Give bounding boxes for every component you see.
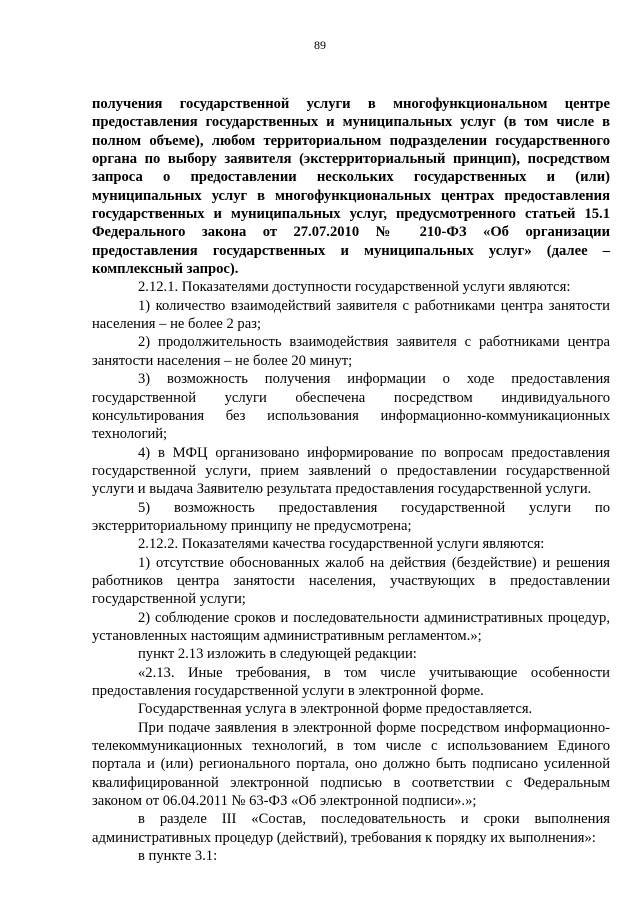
paragraph-11: пункт 2.13 изложить в следующей редакции: bbox=[138, 646, 417, 663]
paragraph-14: При подаче заявления в электронной форме посредством информационно-телекоммуникационных технологий, в том числе с использованием Единого портала и (или) регионального портала, оно должно быть подписано усиленной квалифицированной электронной подписью в соответствии с Федеральным законом от 06.04.2011 № 63-ФЗ «Об электронной подписи».»; bbox=[92, 719, 610, 810]
paragraph-7: 5) возможность предоставления государственной услуги по экстерриториальному принципу не предусмотрена; bbox=[92, 499, 610, 534]
page-number: 89 bbox=[314, 38, 326, 52]
paragraph-3: 1) количество взаимодействий заявителя с работниками центра занятости населения – не более 2 раз; bbox=[92, 297, 610, 333]
paragraph-6: 4) в МФЦ организовано информирование по вопросам предоставления государственной услуги, прием заявлений о предоставлении государственной услуги и выдача Заявителю результата предоставления государственной услуги. bbox=[92, 444, 610, 498]
paragraph-12: «2.13. Иные требования, в том числе учитывающие особенности предоставления государственной услуги в электронной форме. bbox=[92, 664, 610, 699]
paragraph-10: 2) соблюдение сроков и последовательности административных процедур, установленных настоящим административным регламентом.»; bbox=[92, 609, 610, 644]
paragraph-5: 3) возможность получения информации о ходе предоставления государственной услуги обеспечена посредством индивидуального консультирования без использования информационно-коммуникационных технологий; bbox=[92, 371, 610, 443]
paragraph-1: получения государственной услуги в многофункциональном центре предоставления государственных и муниципальных услуг (в том числе в полном объеме), любом территориальном подразделении государственного органа по выбору заявителя (экстерриториальный принцип), посредством запроса о предоставлении нескольких государственных и (или) муниципальных услуг в многофункциональных центрах предоставления государственных и муниципальных услуг, предусмотренного статьей 15.1 Федерального закона от 27.07.2010 № 210-ФЗ «Об организации предоставления государственных и муниципальных услуг» (далее – комплексный запрос). bbox=[92, 96, 610, 278]
paragraph-9: 1) отсутствие обоснованных жалоб на действия (бездействие) и решения работников центра занятости населения, участвующих в предоставлении государственной услуги; bbox=[92, 554, 610, 608]
document-body bbox=[92, 95, 610, 865]
paragraph-13: Государственная услуга в электронной форме предоставляется. bbox=[138, 701, 533, 718]
paragraph-4: 2) продолжительность взаимодействия заявителя с работниками центра занятости населения – не более 20 минут; bbox=[92, 334, 610, 369]
paragraph-8: 2.12.2. Показателями качества государственной услуги являются: bbox=[138, 536, 545, 553]
paragraph-16: в пункте 3.1: bbox=[138, 848, 218, 865]
paragraph-2: 2.12.1. Показателями доступности государственной услуги являются: bbox=[138, 279, 571, 296]
paragraph-15: в разделе III «Состав, последовательность и сроки выполнения административных процедур (действий), требования к порядку их выполнения»: bbox=[92, 811, 610, 846]
